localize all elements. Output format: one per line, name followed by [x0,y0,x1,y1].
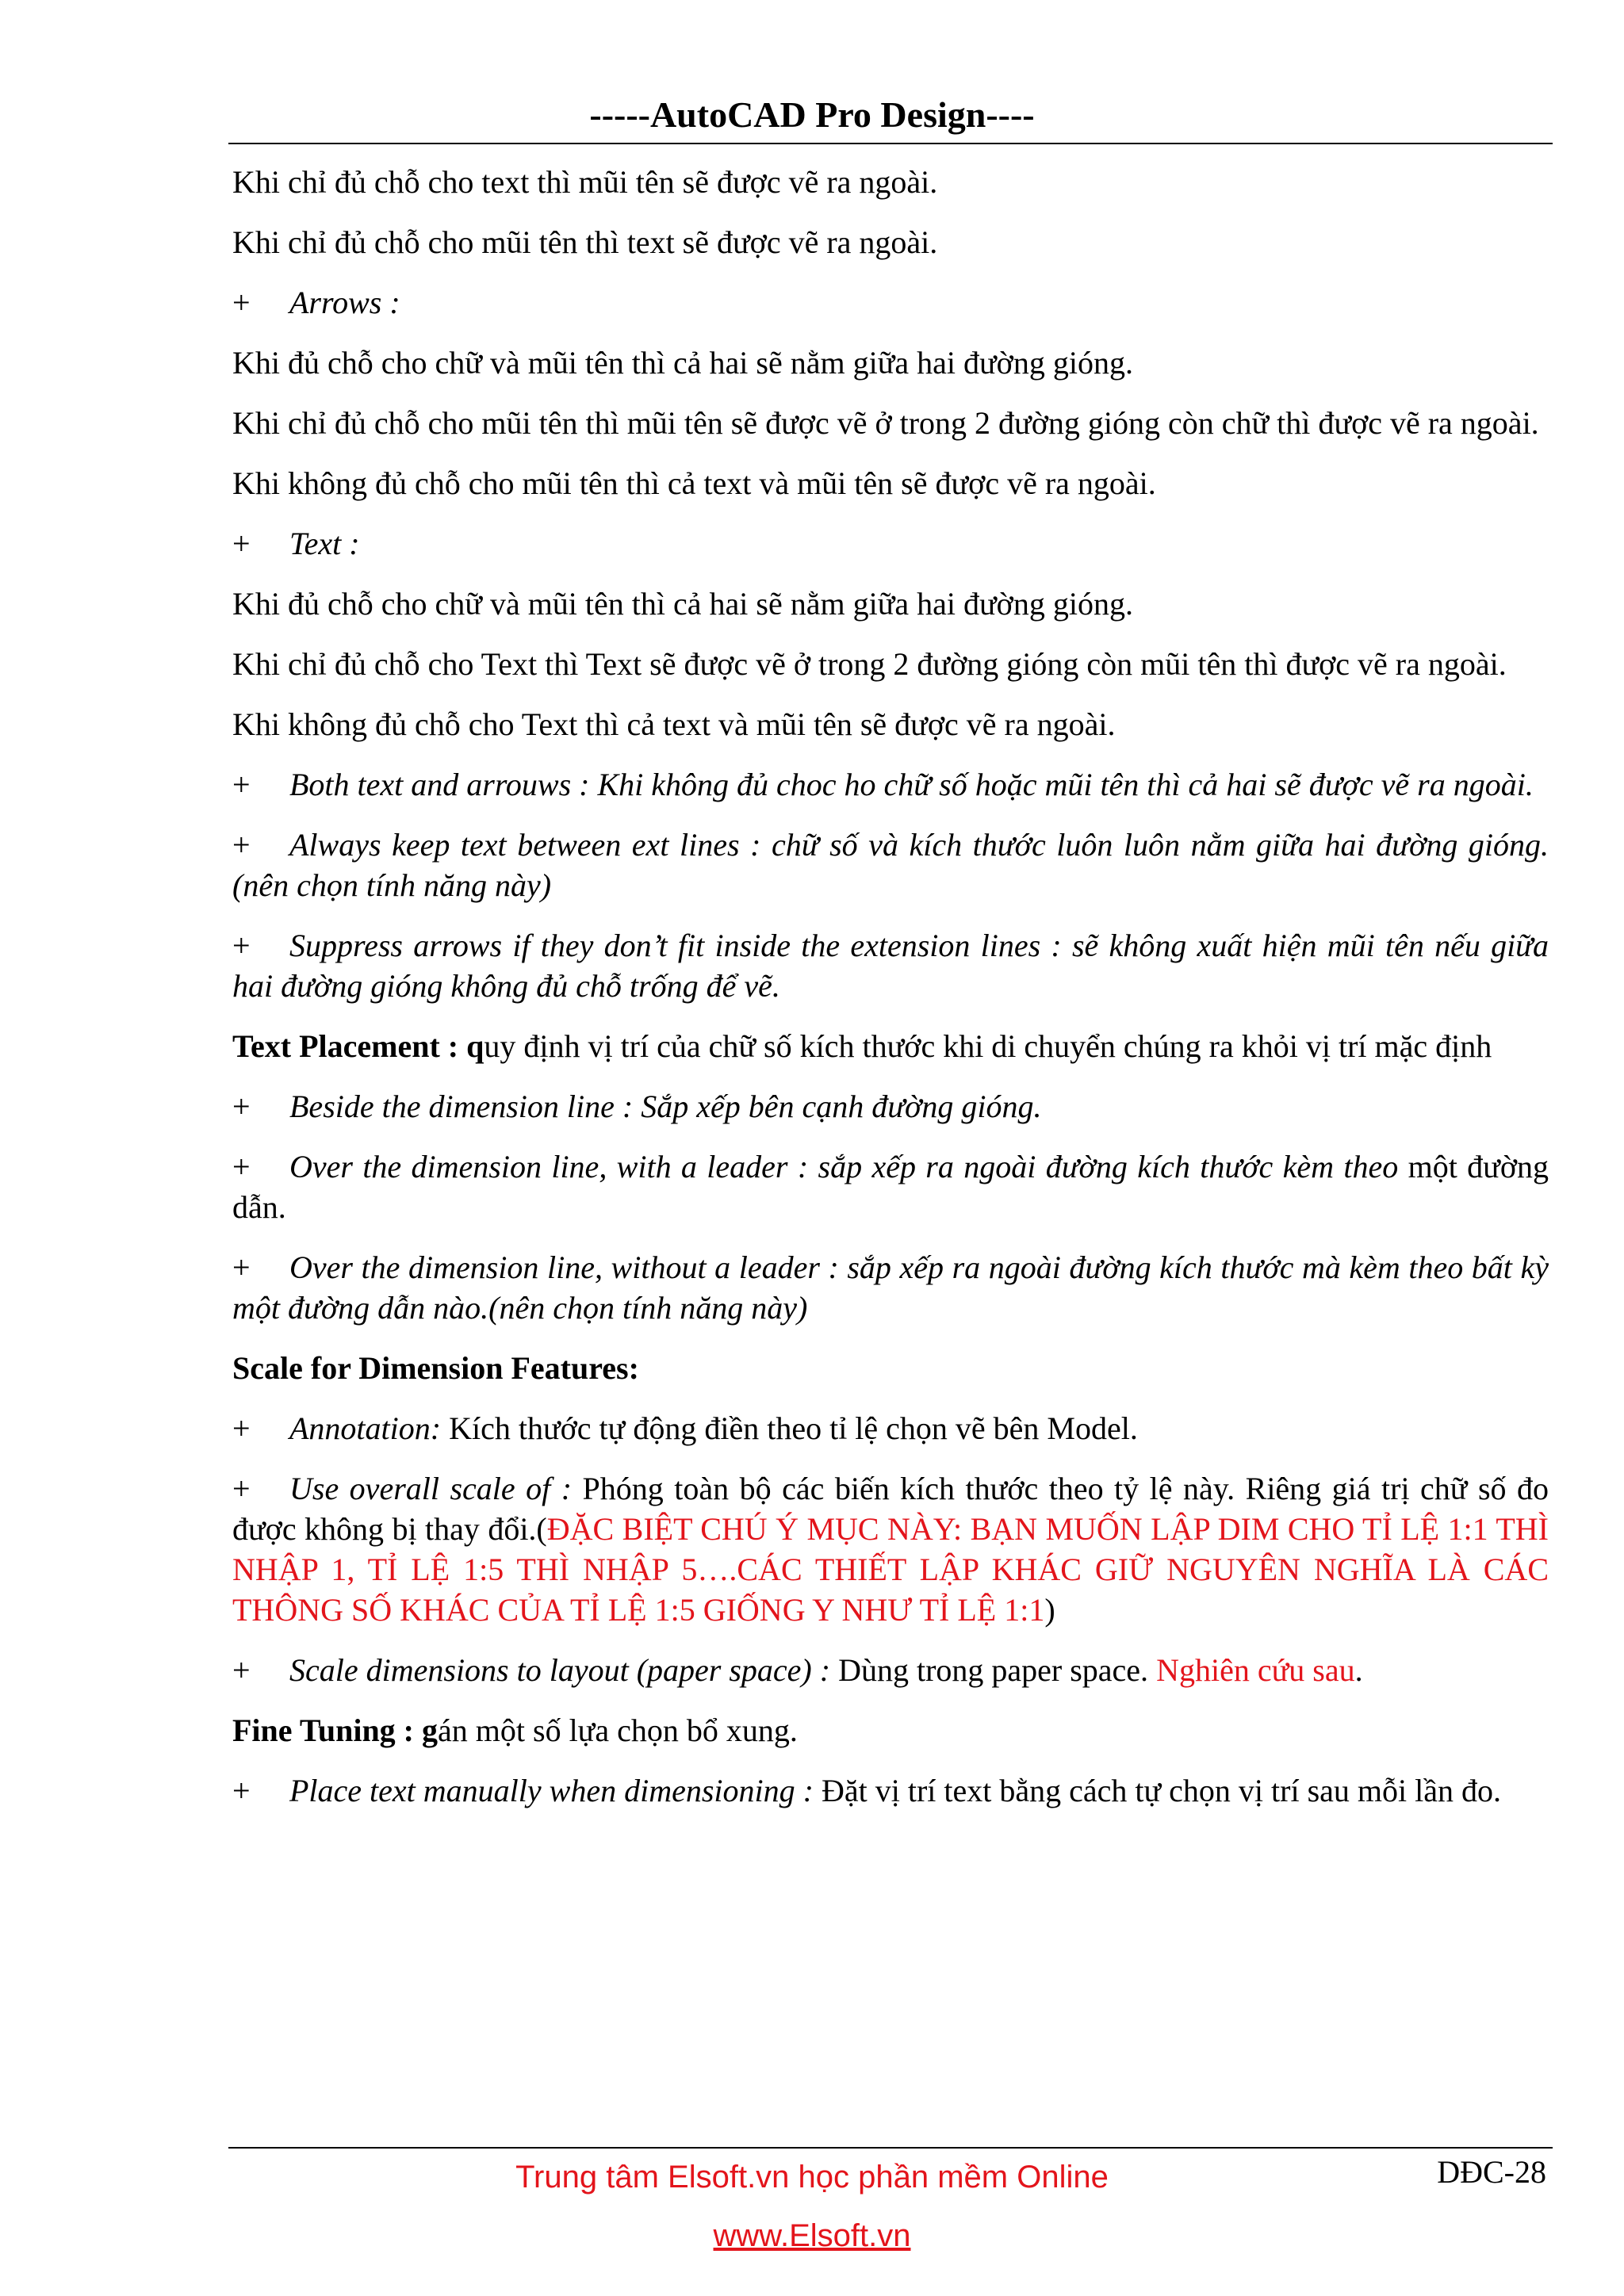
item-text: Beside the dimension line : Sắp xếp bên cạnh đường gióng. [289,1089,1042,1124]
plus-marker: + [232,1652,251,1688]
document-body [232,162,1549,1831]
warning-note: ĐẶC BIỆT CHÚ Ý MỤC NÀY: BẠN MUỐN LẬP DIM CHO TỈ LỆ 1:1 THÌ NHẬP 1, TỈ LỆ 1:5 THÌ NHẬP 5….CÁC THIẾT LẬP KHÁC GIỮ NGUYÊN NGHĨA LÀ CÁC THÔNG SỐ KHÁC CỦA TỈ LỆ 1:5 GIỐNG Y NHƯ TỈ LỆ 1:1 [232,1511,1549,1628]
item-text: Phóng toàn bộ các biến kích thước theo tỷ lệ này. Riêng giá trị chữ số đo được không bị thay đổi.( [232,1471,1549,1547]
list-item-place-text [232,1770,1549,1811]
plus-marker: + [232,1773,251,1808]
text-placement-paragraph [232,1026,1549,1066]
item-text: Kích thước tự động điền theo tỉ lệ chọn vẽ bên Model. [441,1410,1138,1446]
plus-marker: + [232,1149,251,1184]
page-header-title: -----AutoCAD Pro Design---- [589,94,1035,135]
list-item-suppress [232,925,1549,1006]
item-text: Dùng trong paper space. [830,1652,1157,1688]
item-text: Both text and arrouws : Khi không đủ choc ho chữ số hoặc mũi tên thì cả hai sẽ được vẽ ra ngoài. [289,767,1534,802]
text-placement-desc: uy định vị trí của chữ số kích thước khi di chuyển chúng ra khỏi vị trí mặc định [484,1028,1492,1064]
item-text-italic: Use overall scale of : [289,1471,573,1506]
footer-rule [228,2147,1553,2149]
paragraph: Khi đủ chỗ cho chữ và mũi tên thì cả hai sẽ nằm giữa hai đường gióng. [232,345,1133,381]
scale-heading: Scale for Dimension Features: [232,1350,639,1386]
list-item-always [232,825,1549,905]
paragraph: Khi không đủ chỗ cho Text thì cả text và mũi tên sẽ được vẽ ra ngoài. [232,706,1116,742]
list-item-over-with [232,1146,1549,1227]
paragraph: Khi chỉ đủ chỗ cho text thì mũi tên sẽ được vẽ ra ngoài. [232,164,938,200]
plus-marker: + [232,1249,251,1285]
fine-tuning-desc: án một số lựa chọn bổ xung. [438,1712,798,1748]
item-text-close: ) [1044,1592,1055,1628]
item-text: Over the dimension line, without a leader : sắp xếp ra ngoài đường kích thước mà kèm theo bất kỳ một đường dẫn nào.(nên chọn tính năng này) [232,1249,1549,1326]
text-placement-heading: Text Placement : q [232,1028,485,1064]
paragraph: Khi không đủ chỗ cho mũi tên thì cả text và mũi tên sẽ được vẽ ra ngoài. [232,465,1156,501]
item-text: Suppress arrows if they don’t fit inside the extension lines : sẽ không xuất hiện mũi tên nếu giữa hai đường gióng không đủ chỗ trống để vẽ. [232,928,1549,1004]
list-item-arrows [232,282,1549,323]
paragraph: Khi chỉ đủ chỗ cho Text thì Text sẽ được vẽ ở trong 2 đường gióng còn mũi tên thì được vẽ ra ngoài. [232,646,1507,682]
fine-tuning-heading: Fine Tuning : g [232,1712,439,1748]
item-text-italic: Place text manually when dimensioning : [289,1773,814,1808]
research-later-note: Nghiên cứu sau [1156,1652,1355,1688]
page-number: DĐC-28 [1437,2154,1546,2190]
list-item-beside [232,1086,1549,1127]
plus-marker: + [232,827,251,863]
list-item-overall-scale [232,1468,1549,1630]
list-item-over-without [232,1247,1549,1328]
plus-marker: + [232,1410,251,1446]
item-text-italic: Scale dimensions to layout (paper space) : [289,1652,831,1688]
plus-marker: + [232,1471,251,1506]
plus-marker: + [232,285,251,320]
item-text: một đường dẫn. [232,1149,1549,1225]
footer-center-text: Trung tâm Elsoft.vn học phần mềm Online [515,2160,1109,2195]
paragraph: Khi chỉ đủ chỗ cho mũi tên thì mũi tên sẽ được vẽ ở trong 2 đường gióng còn chữ thì được vẽ ra ngoài. [232,405,1539,441]
plus-marker: + [232,526,251,561]
list-item-layout-scale [232,1650,1549,1690]
list-item-text [232,523,1549,564]
paragraph: Khi chỉ đủ chỗ cho mũi tên thì text sẽ được vẽ ra ngoài. [232,224,938,260]
plus-marker: + [232,1089,251,1124]
list-item-annotation [232,1408,1549,1448]
list-item-both [232,764,1549,805]
text-label: Text : [289,526,360,561]
item-text: Always keep text between ext lines : chữ số và kích thước luôn luôn nằm giữa hai đường gióng.(nên chọn tính năng này) [232,827,1549,903]
item-text-end: . [1354,1652,1363,1688]
plus-marker: + [232,928,251,963]
arrows-label: Arrows : [289,285,400,320]
item-text-italic: Annotation: [289,1410,442,1446]
footer-link[interactable]: www.Elsoft.vn [713,2218,911,2253]
fine-tuning-paragraph [232,1710,1549,1751]
plus-marker: + [232,767,251,802]
paragraph: Khi đủ chỗ cho chữ và mũi tên thì cả hai sẽ nằm giữa hai đường gióng. [232,586,1133,622]
header-rule [228,143,1553,144]
item-text: Đặt vị trí text bằng cách tự chọn vị trí sau mỗi lần đo. [813,1773,1501,1808]
item-text-italic: Over the dimension line, with a leader : sắp xếp ra ngoài đường kích thước kèm theo [289,1149,1399,1184]
